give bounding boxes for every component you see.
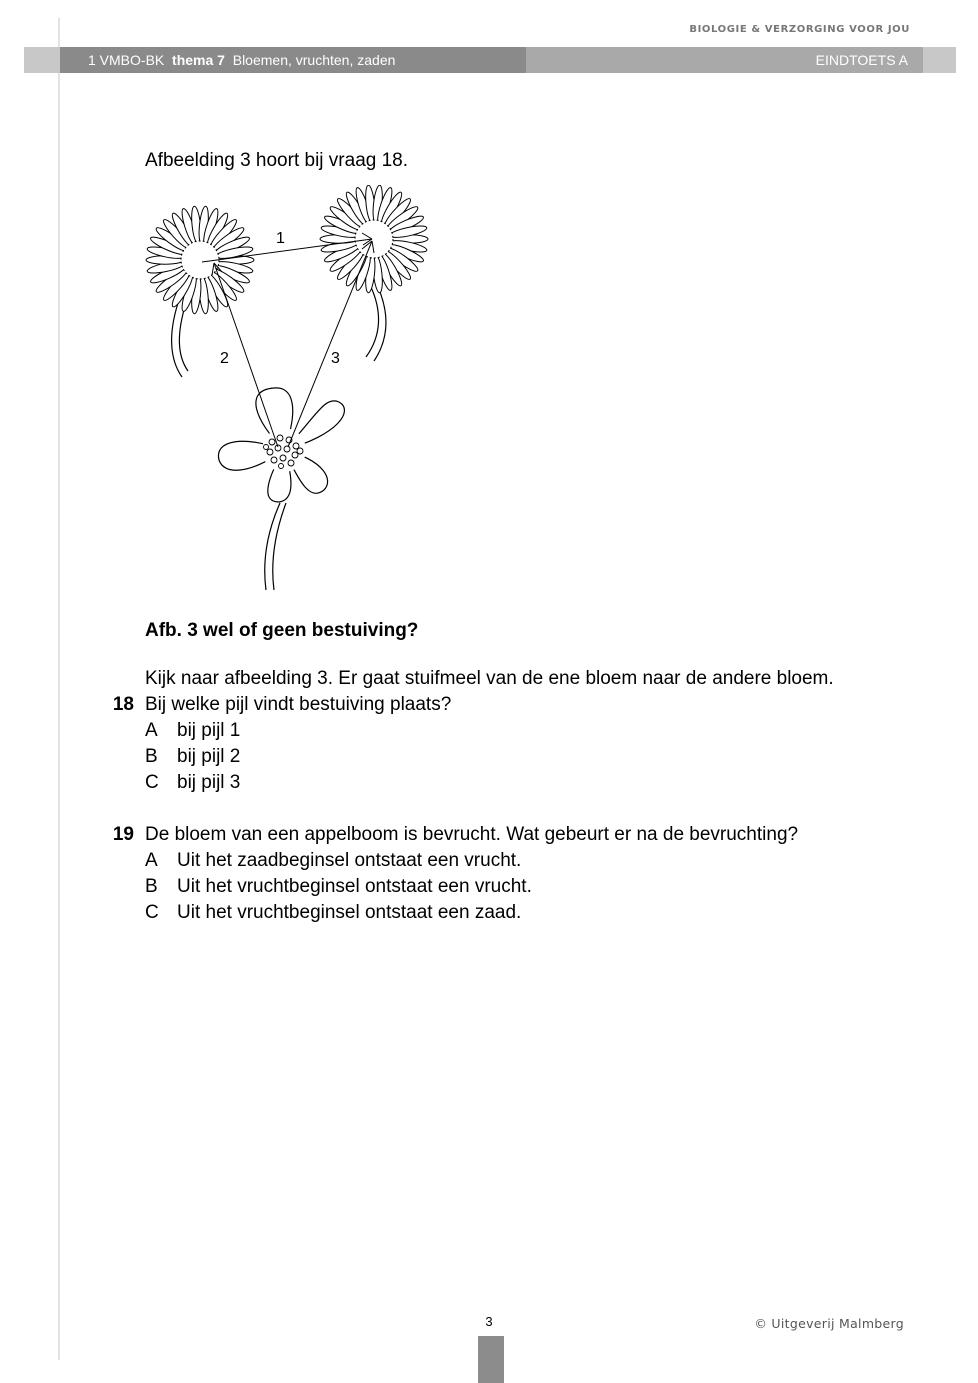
header-theme-label: thema 7 [172,52,225,68]
figure-flowers [138,185,438,595]
question-18-text: Bij welke pijl vindt bestuiving plaats? [145,694,452,715]
figure-intro: Afbeelding 3 hoort bij vraag 18. [145,150,409,171]
q18-option-c-letter: C [145,772,159,793]
daisy-left [146,206,254,314]
question-18-number: 18 [112,694,134,715]
q18-option-b-text: bij pijl 2 [177,746,241,767]
page-tab [478,1336,504,1383]
header-level: 1 VMBO-BK [88,52,165,68]
arrow-label-2: 2 [220,350,229,367]
copyright: © Uitgeverij Malmberg [754,1316,904,1331]
q19-option-c-text: Uit het vruchtbeginsel ontstaat een zaad. [177,902,522,923]
page-number: 3 [485,1314,493,1329]
q19-option-a-letter: A [145,850,158,871]
header-course [60,47,526,73]
q18-option-c-text: bij pijl 3 [177,772,241,793]
q19-option-b-text: Uit het vruchtbeginsel ontstaat een vrucht. [177,876,532,897]
stem-right-daisy [366,285,379,357]
header-theme-title: Bloemen, vruchten, zaden [232,52,396,68]
stem-left-daisy [172,303,182,377]
question-18-context: Kijk naar afbeelding 3. Er gaat stuifmeel van de ene bloem naar de andere bloem. [145,668,834,689]
daisy-right [320,185,428,293]
flower-bottom [218,388,344,502]
arrow-label-3: 3 [331,350,340,367]
q18-option-a-text: bij pijl 1 [177,720,241,741]
q18-option-b-letter: B [145,746,158,767]
question-19-text: De bloem van een appelboom is bevrucht. Wat gebeurt er na de bevruchting? [145,824,799,845]
q19-option-b-letter: B [145,876,158,897]
q19-option-c-letter: C [145,902,159,923]
stem-left-daisy-2 [179,303,188,371]
question-19-number: 19 [112,824,134,845]
page-margin-line [58,18,60,1360]
header-test-name: EINDTOETS A [526,47,923,73]
arrow-label-1: 1 [276,230,285,247]
publisher-name: BIOLOGIE & VERZORGING VOOR JOU [689,24,910,35]
q19-option-a-text: Uit het zaadbeginsel ontstaat een vrucht. [177,850,522,871]
figure-caption: Afb. 3 wel of geen bestuiving? [145,620,419,641]
q18-option-a-letter: A [145,720,158,741]
